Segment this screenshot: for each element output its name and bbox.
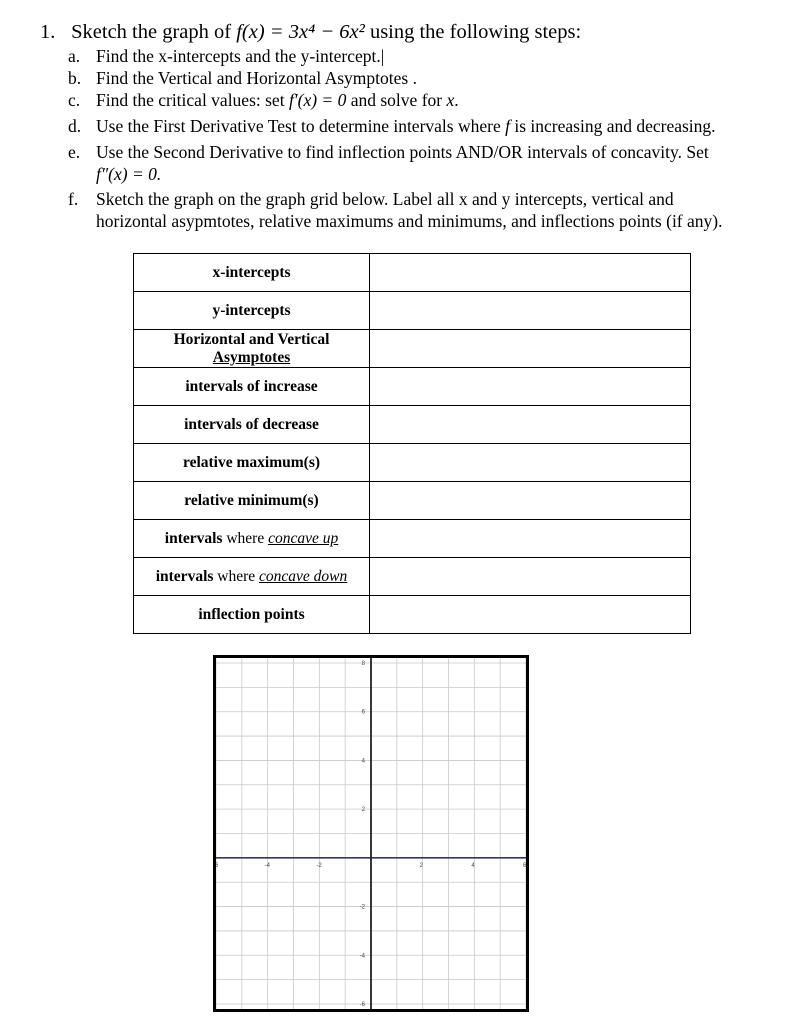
answer-cell[interactable] [370, 444, 691, 482]
table-row [134, 292, 691, 330]
y-tick-label: -2 [359, 904, 365, 911]
table-row [134, 368, 691, 406]
row-label: inflection points [134, 596, 370, 634]
row-label: intervals of decrease [134, 406, 370, 444]
table-row [134, 482, 691, 520]
answer-cell[interactable] [370, 292, 691, 330]
table-row [134, 558, 691, 596]
answer-table [133, 253, 691, 634]
row-label: relative minimum(s) [134, 482, 370, 520]
table-row [134, 596, 691, 634]
graph-grid[interactable] [213, 655, 529, 1012]
x-tick-label: 4 [471, 862, 475, 869]
answer-cell[interactable] [370, 558, 691, 596]
problem-statement [40, 18, 800, 46]
y-tick-label: 8 [361, 661, 365, 667]
row-label: relative maximum(s) [134, 444, 370, 482]
step-a: a. Find the x-intercepts and the y-intercept.| [68, 46, 385, 66]
table-row [134, 444, 691, 482]
function-expression: f(x) = 3x⁴ − 6x² [236, 21, 365, 43]
x-tick-label: -6 [213, 862, 219, 869]
answer-cell[interactable] [370, 254, 691, 292]
row-label: intervals where concave up [134, 520, 370, 558]
y-tick-label: 2 [361, 807, 365, 814]
row-label: y-intercepts [134, 292, 370, 330]
y-tick-label: 6 [361, 709, 365, 716]
row-label: Horizontal and Vertical Asymptotes [134, 330, 370, 368]
table-row [134, 330, 691, 368]
answer-cell[interactable] [370, 596, 691, 634]
table-row [134, 520, 691, 558]
problem-number: 1. [40, 21, 56, 43]
y-tick-label: 4 [361, 758, 365, 765]
step-e: e. Use the Second Derivative to find inflection points AND/OR intervals of concavity. Set f″(x) = 0. [68, 142, 709, 184]
row-label: intervals where concave down [134, 558, 370, 596]
step-c: c. Find the critical values: set f′(x) = 0 and solve for x. [68, 90, 459, 110]
table-row [134, 254, 691, 292]
answer-cell[interactable] [370, 482, 691, 520]
step-f: f. Sketch the graph on the graph grid below. Label all x and y intercepts, vertical and horizontal asypmtotes, relative maximums and minimums, and inflections points (if any). [68, 189, 723, 231]
answer-cell[interactable] [370, 368, 691, 406]
x-tick-label: -4 [264, 862, 271, 869]
step-b: b. Find the Vertical and Horizontal Asymptotes . [68, 68, 417, 88]
table-row [134, 406, 691, 444]
step-d: d. Use the First Derivative Test to determine intervals where f is increasing and decreasing. [68, 116, 716, 136]
row-label: intervals of increase [134, 368, 370, 406]
answer-cell[interactable] [370, 406, 691, 444]
row-label: x-intercepts [134, 254, 370, 292]
answer-cell[interactable] [370, 330, 691, 368]
x-tick-label: 6 [523, 862, 527, 869]
y-tick-label: -6 [359, 1002, 365, 1008]
x-tick-label: -2 [316, 862, 322, 869]
answer-cell[interactable] [370, 520, 691, 558]
problem-title: 1. Sketch the graph of f(x) = 3x⁴ − 6x² using the following steps: [40, 18, 800, 46]
x-tick-label: 2 [419, 862, 424, 869]
y-tick-label: -4 [359, 953, 365, 960]
